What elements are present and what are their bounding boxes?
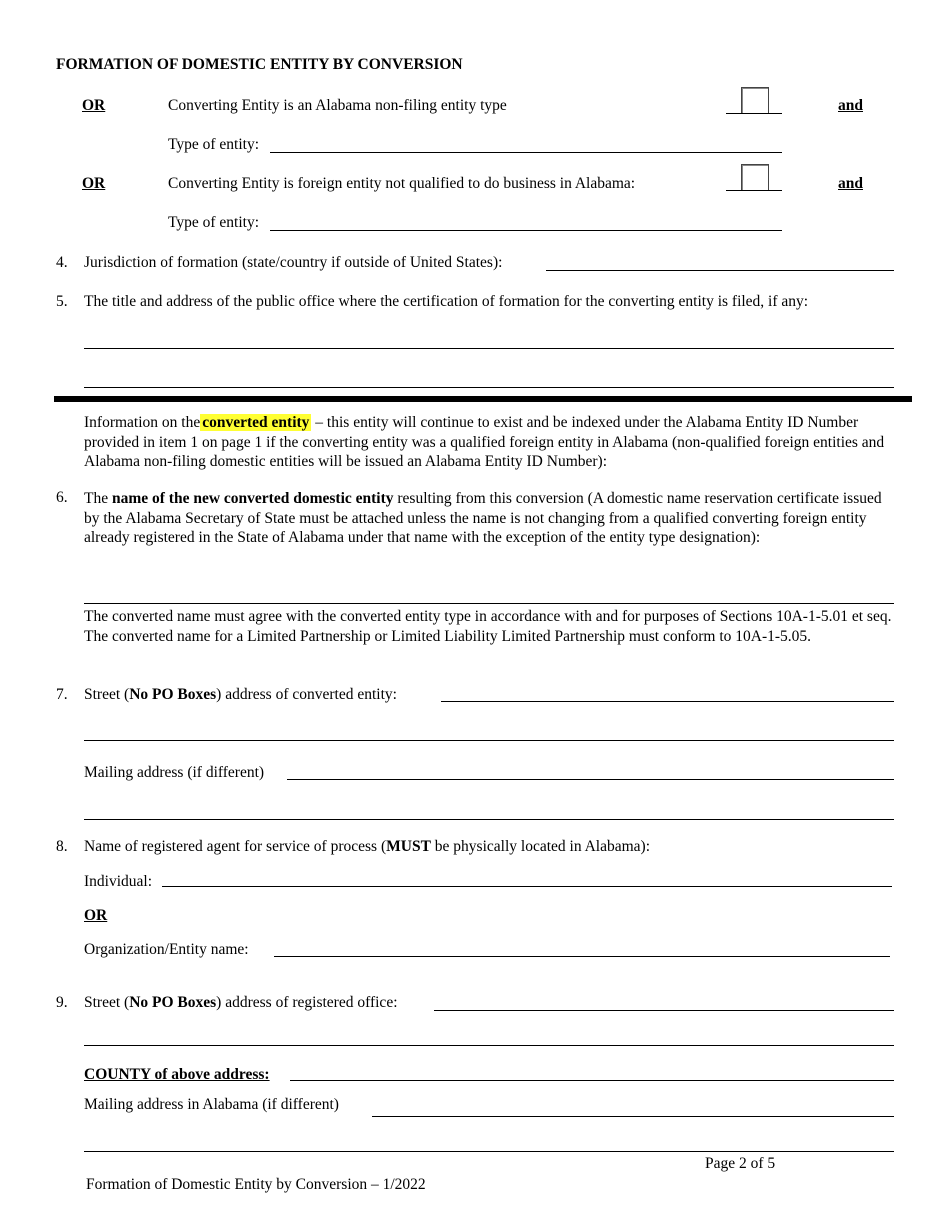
item6-number: 6. xyxy=(56,489,68,506)
public-office-input-1[interactable] xyxy=(84,348,894,349)
item8-bold: MUST xyxy=(386,838,431,855)
individual-label: Individual: xyxy=(84,873,153,890)
individual-input[interactable] xyxy=(162,886,892,887)
item8-label xyxy=(84,838,650,856)
organization-input[interactable] xyxy=(274,956,890,957)
office-street-input-2[interactable] xyxy=(84,1045,894,1046)
option2-text: Converting Entity is foreign entity not qualified to do business in Alabama: xyxy=(168,175,636,192)
and-label-2: and xyxy=(838,175,863,192)
item7-bold: No PO Boxes xyxy=(129,686,217,703)
option1-checkbox-underline xyxy=(726,113,782,114)
converted-entity-info xyxy=(84,413,896,472)
and-label-1: and xyxy=(838,97,863,114)
option2-type-input[interactable] xyxy=(270,230,782,231)
item4-number: 4. xyxy=(56,254,68,271)
option1-text: Converting Entity is an Alabama non-filing entity type xyxy=(168,97,507,114)
office-mailing-label: Mailing address in Alabama (if different) xyxy=(84,1096,339,1113)
county-label: COUNTY of above address: xyxy=(84,1066,270,1083)
option1-checkbox[interactable] xyxy=(741,87,769,114)
item5-label: The title and address of the public office where the certification of formation for the converting entity is filed, if any: xyxy=(84,293,809,310)
converted-info-prefix: Information on the xyxy=(84,414,201,431)
option1-type-label: Type of entity: xyxy=(168,136,260,153)
or-label-1: OR xyxy=(82,97,106,114)
public-office-input-2[interactable] xyxy=(84,387,894,388)
option2-checkbox-underline xyxy=(726,190,782,191)
office-mailing-input-1[interactable] xyxy=(372,1116,894,1117)
item7-label xyxy=(84,686,397,704)
converted-mailing-input-2[interactable] xyxy=(84,819,894,820)
converted-street-input-2[interactable] xyxy=(84,740,894,741)
converted-entity-highlight: converted entity xyxy=(202,414,310,431)
item4-label: Jurisdiction of formation (state/country if outside of United States): xyxy=(84,254,503,271)
converted-mailing-input-1[interactable] xyxy=(287,779,894,780)
item5-number: 5. xyxy=(56,293,68,310)
item7-mailing-label: Mailing address (if different) xyxy=(84,764,265,781)
item9-suffix: ) address of registered office: xyxy=(216,994,398,1011)
page-number: Page 2 of 5 xyxy=(705,1155,776,1172)
item7-number: 7. xyxy=(56,686,68,703)
or-label-agent: OR xyxy=(84,907,108,924)
jurisdiction-input[interactable] xyxy=(546,270,894,271)
item6-text xyxy=(84,489,896,548)
item9-label xyxy=(84,994,398,1012)
item6-note: The converted name must agree with the converted entity type in accordance with and for purposes of Sections 10A-1-5.01 et seq. The converted name for a Limited Partnership or Limited Liability Limited Partnership must conform to 10A-1-5.05. xyxy=(84,608,892,645)
item8-prefix: Name of registered agent for service of process ( xyxy=(84,838,387,855)
option2-type-label: Type of entity: xyxy=(168,214,260,231)
organization-label: Organization/Entity name: xyxy=(84,941,249,958)
item6-prefix: The xyxy=(84,490,112,507)
section-divider xyxy=(54,396,912,402)
item9-bold: No PO Boxes xyxy=(129,994,217,1011)
office-mailing-input-2[interactable] xyxy=(84,1151,894,1152)
item7-suffix: ) address of converted entity: xyxy=(216,686,397,703)
item7-prefix: Street ( xyxy=(84,686,130,703)
item8-number: 8. xyxy=(56,838,68,855)
county-input[interactable] xyxy=(290,1080,894,1081)
section-title: FORMATION OF DOMESTIC ENTITY BY CONVERSION xyxy=(56,56,463,73)
option1-type-input[interactable] xyxy=(270,152,782,153)
item8-suffix: be physically located in Alabama): xyxy=(430,838,651,855)
converted-street-input-1[interactable] xyxy=(441,701,894,702)
or-label-2: OR xyxy=(82,175,106,192)
converted-name-input[interactable] xyxy=(84,603,894,604)
item9-prefix: Street ( xyxy=(84,994,130,1011)
item6-suffix: resulting from this conversion (A domestic name reservation certificate issued by the Alabama Secretary of State must be attached unless the name is not changing from a qualified converting foreign entity already registered in the State of Alabama under that name with the exception of the entity type designation): xyxy=(84,490,882,547)
office-street-input-1[interactable] xyxy=(434,1010,894,1011)
form-footer-title: Formation of Domestic Entity by Conversion – 1/2022 xyxy=(86,1176,426,1193)
item9-number: 9. xyxy=(56,994,68,1011)
converted-info-suffix: – this entity will continue to exist and be indexed under the Alabama Entity ID Number provided in item 1 on page 1 if the converting entity was a qualified foreign entity in Alabama (non-qualified foreign entities and Alabama non-filing domestic entities will be issued an Alabama Entity ID Number): xyxy=(84,414,885,471)
option2-checkbox[interactable] xyxy=(741,164,769,191)
item6-bold: name of the new converted domestic entity xyxy=(111,490,394,507)
